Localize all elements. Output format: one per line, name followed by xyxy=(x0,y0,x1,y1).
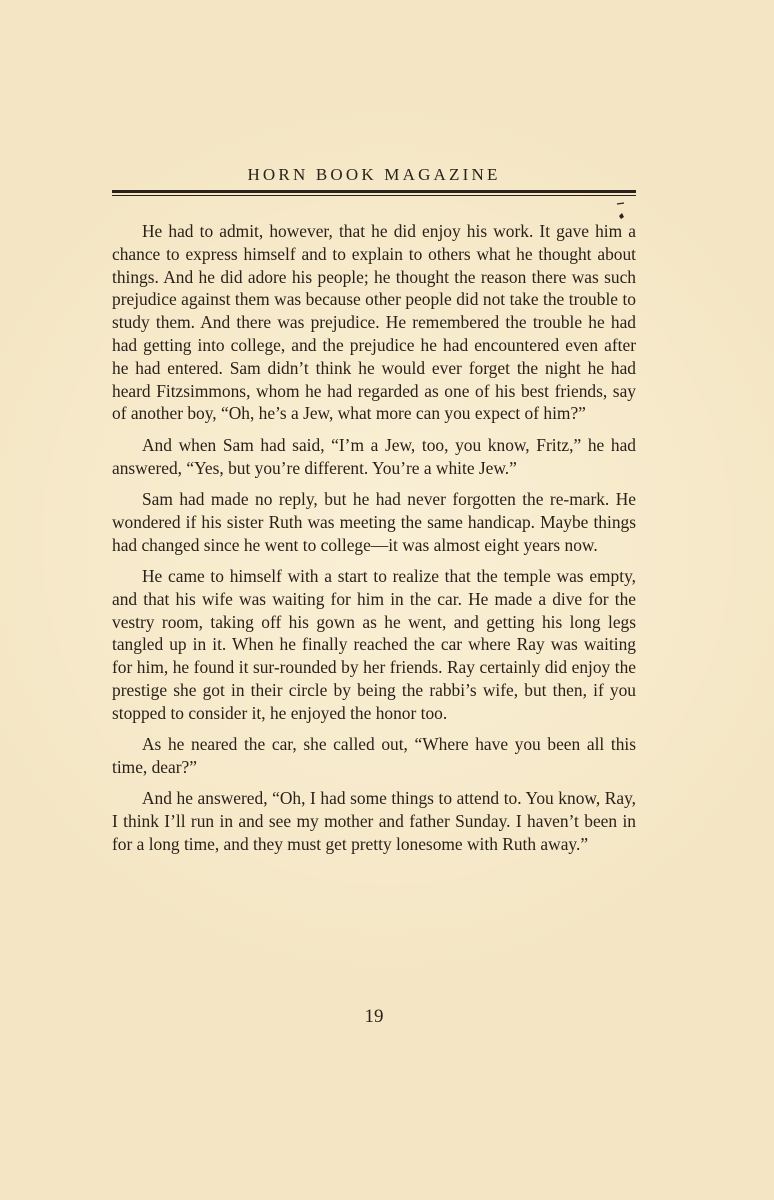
page-number: 19 xyxy=(364,1006,384,1027)
ink-mark-icon xyxy=(616,202,626,222)
paragraph-2: And when Sam had said, “I’m a Jew, too, you know, Fritz,” he had answered, “Yes, but you’re different. You’re a white Jew.” xyxy=(112,434,636,478)
paragraph-4: He came to himself with a start to realize that the temple was empty, and that his wife was waiting for him in the car. He made a dive for the vestry room, taking off his gown as he went, and getting his long legs tangled up in it. When he finally reached the car where Ray was waiting for him, he found it sur-rounded by her friends. Ray certainly did enjoy the prestige she got in their circle by being the rabbi’s wife, but then, if you stopped to consider it, he enjoyed the honor too. xyxy=(112,565,636,723)
running-head: HORN BOOK MAGAZINE xyxy=(247,165,501,184)
header-rule-thick xyxy=(112,190,636,193)
paragraph-3: Sam had made no reply, but he had never forgotten the re-mark. He wondered if his sister Ruth was meeting the same handicap. Maybe things had changed since he went to college—it was almost eight years now. xyxy=(112,488,636,555)
header-rule-thin xyxy=(112,195,636,196)
header-double-rule xyxy=(112,190,636,198)
body-text xyxy=(112,220,636,864)
paragraph-5: As he neared the car, she called out, “Where have you been all this time, dear?” xyxy=(112,734,636,777)
paragraph-1: He had to admit, however, that he did enjoy his work. It gave him a chance to express himself and to explain to others what he thought about things. And he did adore his people; he thought the reason there was such prejudice against them was because other people did not take the trouble to study them. And there was prejudice. He remembered the trouble he had had getting into college, and the prejudice he had encountered even after he had entered. Sam didn’t think he would ever forget the night he had heard Fitzsimmons, whom he had regarded as one of his best friends, say of another boy, “Oh, he’s a Jew, what more can you expect of him?” xyxy=(112,221,636,424)
paragraph-6: And he answered, “Oh, I had some things to attend to. You know, Ray, I think I’ll run in and see my mother and father Sunday. I haven’t been in for a long time, and they must get pretty lonesome with Ruth away.” xyxy=(112,788,636,854)
